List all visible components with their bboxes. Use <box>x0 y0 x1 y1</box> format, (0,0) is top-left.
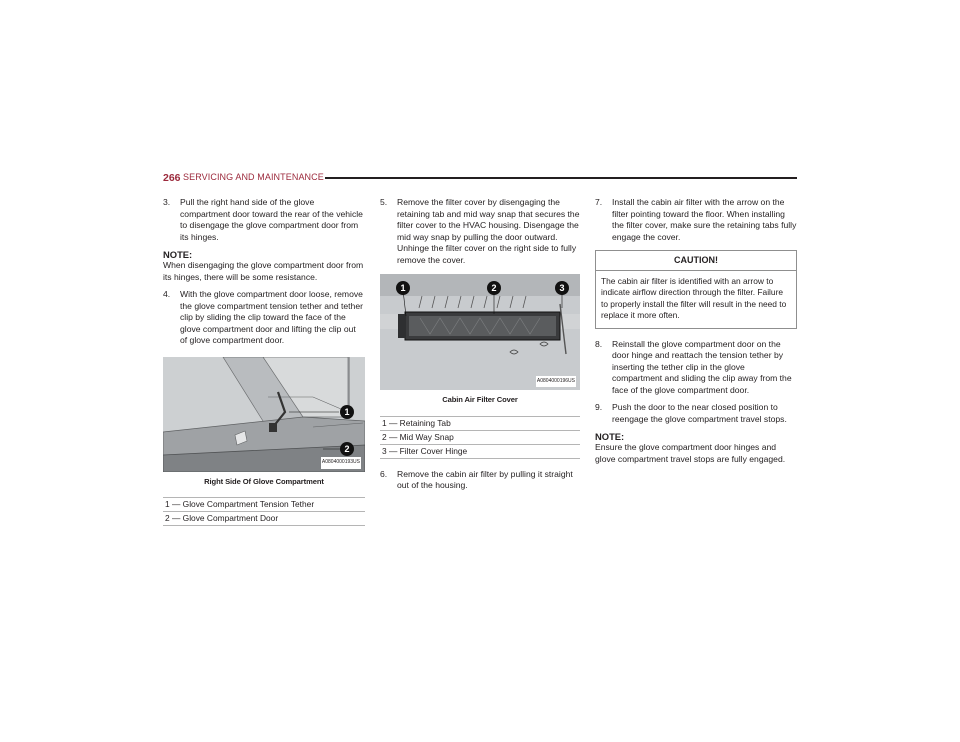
figure-legend <box>380 416 580 459</box>
callout-3: 3 <box>555 281 569 295</box>
header-rule <box>325 177 797 179</box>
step-number: 6. <box>380 468 388 479</box>
step-text: Push the door to the near closed position to reengage the glove compartment travel stops. <box>612 402 787 424</box>
note-text: When disengaging the glove compartment door from its hinges, there will be some resistance. <box>163 260 364 282</box>
legend-item: 2 — Mid Way Snap <box>380 431 580 445</box>
note-heading: NOTE: <box>163 249 193 260</box>
step-number: 9. <box>595 402 603 412</box>
figure-legend <box>163 497 365 526</box>
step-text: Remove the filter cover by disengaging the retaining tab and mid way snap that secures the filter cover to the HVAC housing. Disengage the mid way snap by pulling the door outward. Unhinge the filter cover on the right side to fully remove the cover. <box>397 197 580 265</box>
caution-text: The cabin air filter is identified with an arrow to indicate airflow direction through the filter. Failure to properly install the filter will result in the need to replace it more often. <box>601 275 787 320</box>
step-text: Pull the right hand side of the glove compartment door toward the rear of the vehicle to disengage the glove compartment door from its hinges. <box>180 197 363 242</box>
caution-heading: CAUTION! <box>596 251 796 271</box>
step-number: 5. <box>380 197 388 207</box>
page-number: 266 <box>163 172 181 184</box>
figure-code: A0804000193US <box>321 457 361 469</box>
step-6 <box>380 469 580 492</box>
legend-item: 1 — Retaining Tab <box>380 417 580 431</box>
step-number: 4. <box>163 289 171 299</box>
glove-compartment-figure <box>163 357 365 472</box>
legend-item: 2 — Glove Compartment Door <box>163 512 365 526</box>
page-header <box>163 172 797 186</box>
step-text: Install the cabin air filter with the arrow on the filter pointing toward the floor. When installing the filter cover, make sure the retaining tabs fully engage the cover. <box>612 197 797 242</box>
column-middle <box>380 197 580 498</box>
callout-2: 2 <box>487 281 501 295</box>
step-number: 3. <box>163 197 171 207</box>
note-heading: NOTE: <box>595 431 625 442</box>
step-8 <box>595 339 797 397</box>
figure-code: A0804000196US <box>536 376 576 388</box>
filter-cover-illustration <box>380 274 580 390</box>
step-5 <box>380 197 580 266</box>
step-9 <box>595 402 797 425</box>
step-7 <box>595 197 797 243</box>
figure-caption: Cabin Air Filter Cover <box>442 395 518 404</box>
column-right <box>595 197 797 471</box>
legend-item: 1 — Glove Compartment Tension Tether <box>163 498 365 512</box>
legend-item: 3 — Filter Cover Hinge <box>380 445 580 459</box>
glove-compartment-illustration <box>163 357 365 472</box>
column-left <box>163 197 365 526</box>
step-text: With the glove compartment door loose, remove the glove compartment tension tether and tether clip by sliding the clip toward the face of the glove compartment door and lifting the clip out of glove compartment door. <box>180 289 363 345</box>
caution-box <box>595 250 797 329</box>
step-text: Remove the cabin air filter by pulling it straight out of the housing. <box>397 468 573 490</box>
section-title: SERVICING AND MAINTENANCE <box>183 172 324 182</box>
callout-1: 1 <box>340 405 354 419</box>
step-number: 8. <box>595 338 603 349</box>
step-4 <box>163 289 365 347</box>
filter-cover-figure <box>380 274 580 390</box>
step-number: 7. <box>595 197 603 207</box>
note-text: Ensure the glove compartment door hinges and glove compartment travel stops are fully engaged. <box>595 442 786 464</box>
callout-1: 1 <box>396 281 410 295</box>
step-3 <box>163 197 365 243</box>
figure-caption: Right Side Of Glove Compartment <box>204 476 324 486</box>
callout-2: 2 <box>340 442 354 456</box>
step-text: Reinstall the glove compartment door on the door hinge and reattach the tension tether by inserting the tether clip in the glove compartment and sliding the clip away from the face of the glove compartment door. <box>612 338 792 395</box>
